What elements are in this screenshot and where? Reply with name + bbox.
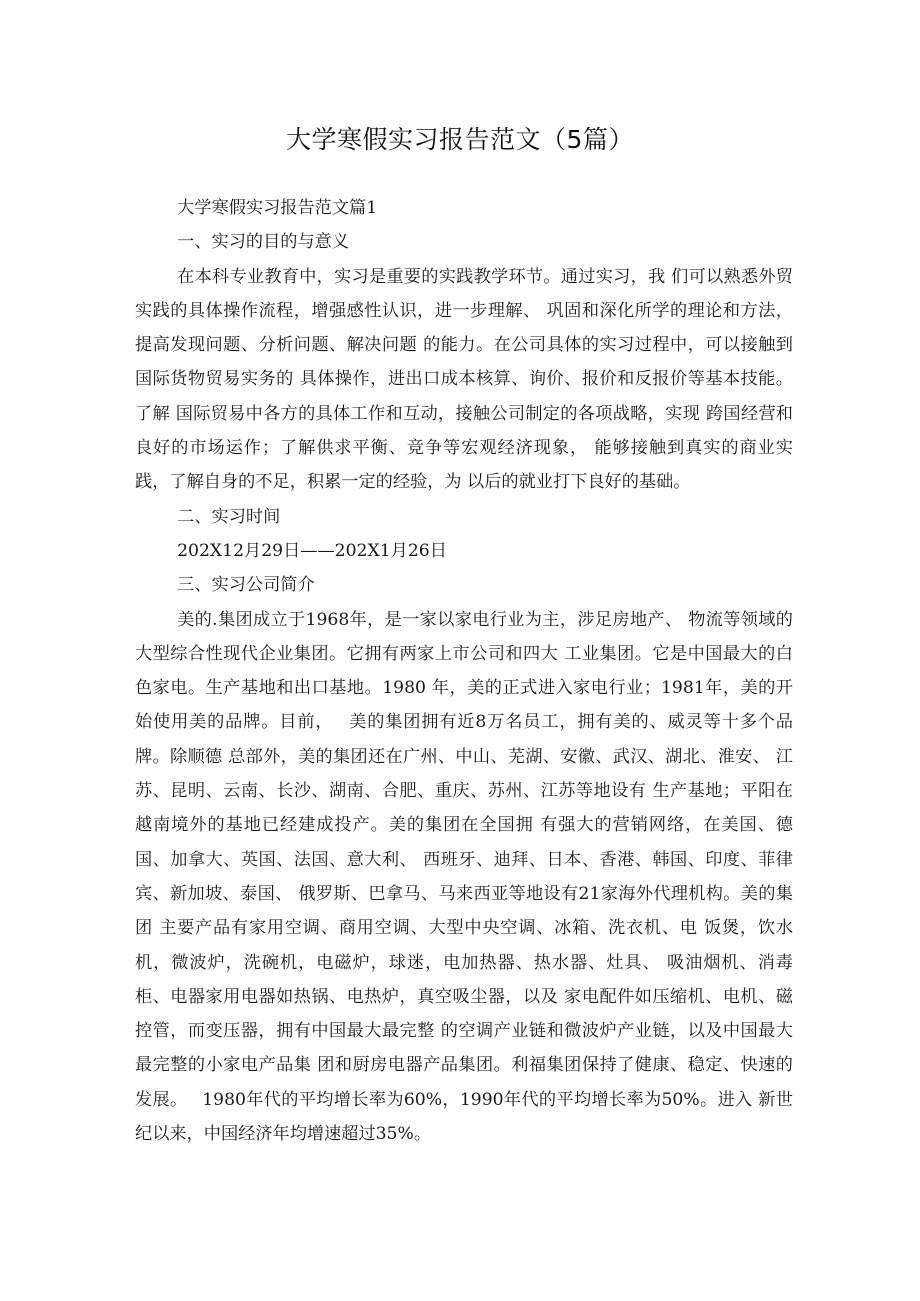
document-body (135, 191, 793, 1151)
subsection-heading: 三、实习公司简介 (177, 575, 315, 596)
body-paragraph: 在本科专业教育中，实习是重要的实践教学环节。通过实习，我 们可以熟悉外贸实践的具体操作流程，增强感性认识，进一步理解、 巩固和深化所学的理论和方法，提高发现问题、分析问题、解决问题 的能力。在公司具体的实习过程中，可以接触到国际货物贸易实务的 具体操作，进出口成本核算、询价、报价和反报价等基本技能。了解 国际贸易中各方的具体工作和互动，接触公司制定的各项战略，实现 跨国经营和良好的市场运作；了解供求平衡、竞争等宏观经济现象， 能够接触到真实的商业实践，了解自身的不足，积累一定的经验，为 以后的就业打下良好的基础。 (135, 266, 793, 493)
date-range: 202X12月29日——202X1月26日 (177, 540, 447, 561)
body-paragraph: 美的.集团成立于1968年，是一家以家电行业为主，涉足房地产、 物流等领域的大型综合性现代企业集团。它拥有两家上市公司和四大 工业集团。它是中国最大的白色家电。生产基地和出口基地。1980 年，美的正式进入家电行业；1981年，美的开始使用美的品牌。目前， 美的集团拥有近8万名员工，拥有美的、威灵等十多个品牌。除顺德 总部外，美的集团还在广州、中山、芜湖、安徽、武汉、湖北、淮安、 江苏、昆明、云南、长沙、湖南、合肥、重庆、苏州、江苏等地设有 生产基地；平阳在越南境外的基地已经建成投产。美的集团在全国拥 有强大的营销网络，在美国、德国、加拿大、英国、法国、意大利、 西班牙、迪拜、日本、香港、韩国、印度、菲律宾、新加坡、泰国、 俄罗斯、巴拿马、马来西亚等地设有21家海外代理机构。美的集团 主要产品有家用空调、商用空调、大型中央空调、冰箱、洗衣机、电 饭煲，饮水机，微波炉，洗碗机，电磁炉，球迷，电加热器、热水器、灶具、 吸油烟机、消毒柜、电器家用电器如热锅、电热炉，真空吸尘器，以及 家电配件如压缩机、电机、磁控管，而变压器，拥有中国最大最完整 的空调产业链和微波炉产业链，以及中国最大最完整的小家电产品集 团和厨房电器产品集团。利福集团保持了健康、稳定、快速的发展。 1980年代的平均增长率为60%，1990年代的平均增长率为50%。进入 新世纪以来，中国经济年均增速超过35%。 (135, 609, 793, 1145)
subsection-heading: 一、实习的目的与意义 (177, 232, 350, 253)
section-heading: 大学寒假实习报告范文篇1 (177, 198, 378, 218)
subsection-heading: 二、实习时间 (177, 506, 281, 527)
document-title: 大学寒假实习报告范文（5篇） (286, 125, 634, 154)
